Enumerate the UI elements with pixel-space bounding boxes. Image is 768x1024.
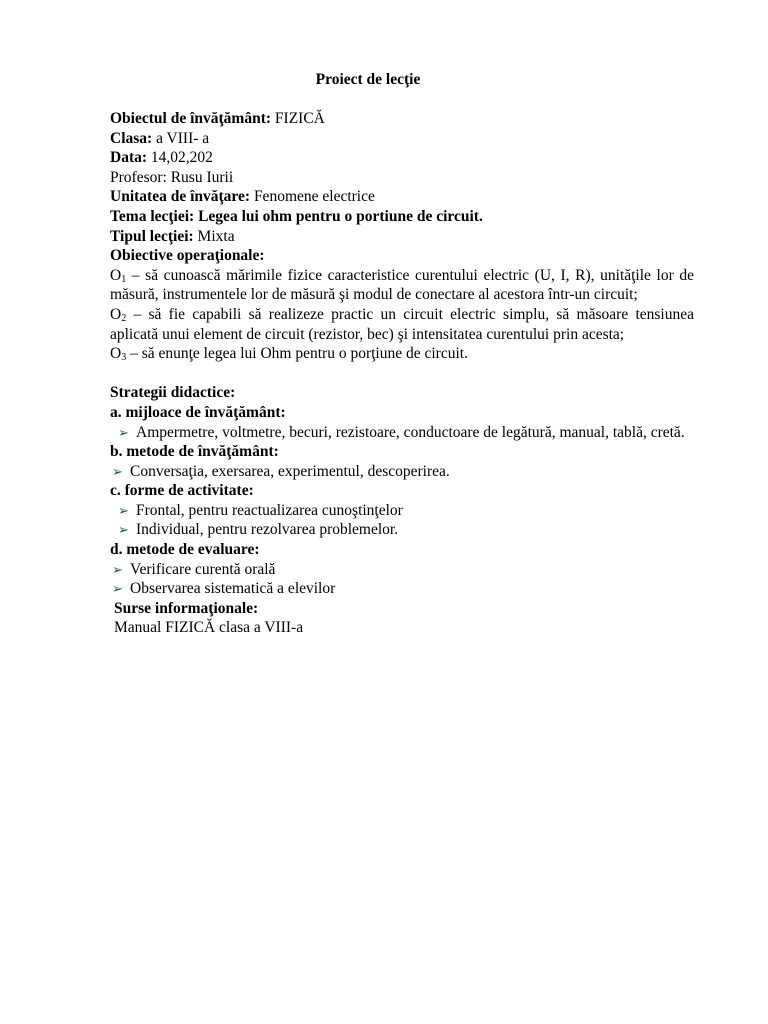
- objective-3-prefix: O: [110, 345, 122, 363]
- lesson-type-line: [110, 227, 694, 247]
- evaluation-item-text: Observarea sistematică a elevilor: [130, 580, 336, 598]
- topic-value: Legea lui ohm pentru o portiune de circuit.: [194, 207, 483, 225]
- sources-heading-text: Surse informaţionale:: [114, 599, 259, 617]
- topic-label: Tema lecţiei:: [110, 207, 195, 225]
- date-line: [110, 148, 694, 168]
- objectives-heading-text: Obiective operaţionale:: [110, 247, 265, 265]
- sources-value: Manual FIZICĂ clasa a VIII-a: [114, 619, 304, 637]
- lesson-type-value: Mixta: [193, 227, 235, 245]
- arrow-bullet-icon: ➢: [112, 561, 123, 577]
- objective-2-prefix: O: [110, 305, 122, 323]
- means-heading: [110, 403, 694, 423]
- date-label: Data:: [110, 149, 148, 167]
- class-value: a VIII- a: [152, 129, 210, 147]
- subject-value: FIZICĂ: [271, 110, 325, 127]
- evaluation-heading-text: d. metode de evaluare:: [110, 541, 260, 559]
- objective-3: [110, 344, 694, 364]
- objective-2-text: – să fie capabili să realizeze practic un circuit electric simplu, să măsoare tensiunea aplicată unui element de circuit (rezistor, bec) şi intensitatea curentului prin acesta;: [110, 305, 694, 343]
- activity-forms-heading: [110, 481, 694, 501]
- subject-label: Obiectul de învăţământ:: [110, 110, 272, 127]
- teacher-line: Profesor: Rusu Iurii: [110, 168, 234, 186]
- topic-line: [110, 207, 694, 227]
- list-item: [110, 579, 694, 599]
- lesson-type-label: Tipul lecţiei:: [110, 227, 194, 245]
- unit-value: Fenomene electrice: [250, 188, 375, 206]
- objective-3-text: – să enunţe legea lui Ohm pentru o porţiune de circuit.: [126, 345, 468, 363]
- methods-heading: [110, 442, 694, 462]
- activity-form-item-text: Individual, pentru rezolvarea problemelor.: [136, 521, 399, 539]
- methods-heading-text: b. metode de învăţământ:: [110, 443, 279, 461]
- strategies-heading: [110, 383, 694, 403]
- evaluation-item-text: Verificare curentă orală: [130, 560, 276, 578]
- document-title: Proiect de lecţie: [315, 71, 421, 88]
- sources-heading: [110, 599, 694, 619]
- list-item: [110, 520, 694, 540]
- subject-line: [110, 109, 694, 129]
- arrow-bullet-icon: ➢: [118, 424, 129, 440]
- objective-1-text: – să cunoască mărimile fizice caracteristice curentului electric (U, I, R), unităţile lor de măsură, instrumentele lor de măsură şi modul de conectare al acestora într-un circuit;: [110, 266, 694, 304]
- objective-1: [110, 266, 694, 305]
- date-value: 14,02,202: [147, 149, 213, 167]
- class-label: Clasa:: [110, 129, 153, 147]
- arrow-bullet-icon: ➢: [118, 502, 129, 518]
- evaluation-heading: [110, 540, 694, 560]
- strategies-heading-text: Strategii didactice:: [110, 384, 236, 402]
- objective-2-sub: 2: [121, 312, 127, 324]
- document-body: [110, 109, 694, 638]
- objective-1-prefix: O: [110, 266, 122, 284]
- unit-line: [110, 187, 694, 207]
- arrow-bullet-icon: ➢: [118, 522, 129, 538]
- activity-form-item-text: Frontal, pentru reactualizarea cunoştinţelor: [136, 501, 403, 519]
- list-item: [110, 501, 694, 521]
- spacer: [110, 364, 694, 384]
- list-item: [110, 423, 694, 443]
- arrow-bullet-icon: ➢: [112, 581, 123, 597]
- objective-2: [110, 305, 694, 344]
- arrow-bullet-icon: ➢: [112, 463, 123, 479]
- objective-3-sub: 3: [121, 352, 127, 364]
- means-heading-text: a. mijloace de învăţământ:: [110, 403, 286, 421]
- methods-item-text: Conversaţia, exersarea, experimentul, descoperirea.: [130, 462, 450, 480]
- activity-forms-heading-text: c. forme de activitate:: [110, 482, 254, 500]
- class-line: [110, 129, 694, 149]
- list-item: [110, 560, 694, 580]
- unit-label: Unitatea de învăţare:: [110, 188, 251, 206]
- objective-1-sub: 1: [121, 273, 127, 285]
- objectives-heading: [110, 246, 694, 266]
- means-item-text: Ampermetre, voltmetre, becuri, rezistoare, conductoare de legătură, manual, tablă, cretă.: [136, 423, 685, 441]
- list-item: [110, 462, 694, 482]
